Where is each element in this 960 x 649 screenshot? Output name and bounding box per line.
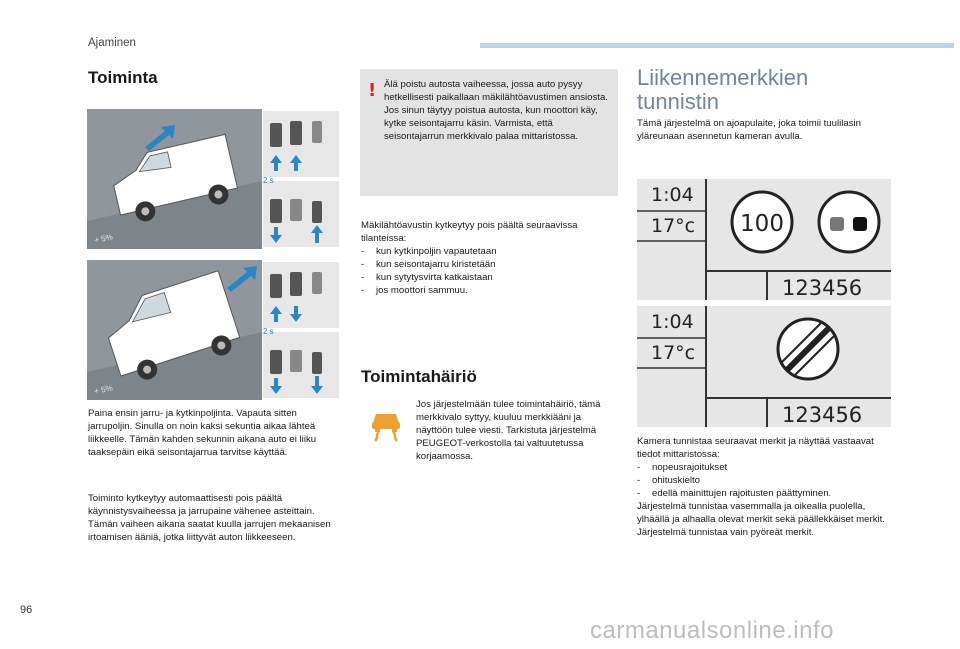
skid-warning-icon xyxy=(368,406,404,442)
deactivation-intro: Mäkilähtöavustin kytkeytyy pois päältä seuraavissa tilanteissa: xyxy=(361,220,578,244)
list-item: - ohituskielto xyxy=(637,474,887,487)
speed-limit-sign: 100 xyxy=(740,211,784,237)
sign-position-text: Järjestelmä tunnistaa vasemmalla ja oikealla puolella, ylhäällä ja alhaalla olevat merkit sekä päällekkäiset merkit. xyxy=(637,501,885,525)
section-title-toimintahairio: Toimintahäiriö xyxy=(361,367,477,386)
sign-recognition-intro: Tämä järjestelmä on ajoapulaite, joka toimii tuulilasin yläreunaan asennetun kameran avulla. xyxy=(637,118,861,142)
page-number: 96 xyxy=(20,604,33,616)
deactivation-list xyxy=(361,219,619,297)
section-title-toiminta: Toiminta xyxy=(88,68,158,87)
hill-start-illustration-2 xyxy=(87,260,340,400)
end-of-restrictions-icon xyxy=(778,319,838,379)
sign-recognition-body xyxy=(637,435,887,539)
van-uphill-illustration xyxy=(87,109,340,249)
odometer-readout: 123456 xyxy=(782,403,863,427)
instrument-display-speed xyxy=(637,179,891,300)
section-title-liikennemerkkien-tunnistin: Liikennemerkkien tunnistin xyxy=(637,65,809,114)
header-bar xyxy=(480,43,954,48)
clock-readout: 1:04 xyxy=(651,184,694,206)
round-signs-text: Järjestelmä tunnistaa vain pyöreät merkit. xyxy=(637,527,815,538)
hill-start-illustration-1 xyxy=(87,109,340,249)
warning-text: Älä poistu autosta vaiheessa, jossa auto pysyy hetkellisesti paikallaan mäkilähtöavustimen ansiosta. Jos sinun täytyy poistua autosta, kun moottori käy, kytke seisontajarru käsin. Varmista, että seisontajarrun merkkivalo palaa mittaristossa. xyxy=(384,79,608,142)
list-item: - kun kytkinpoljin vapautetaan xyxy=(361,245,619,258)
temperature-readout: 17°c xyxy=(651,342,696,364)
odometer-readout: 123456 xyxy=(782,276,863,300)
slope-label: + 5% xyxy=(93,383,114,396)
sign-types-intro: Kamera tunnistaa seuraavat merkit ja näyttää vastaavat tiedot mittaristossa: xyxy=(637,436,874,460)
list-item: - nopeusrajoitukset xyxy=(637,461,887,474)
list-item: - edellä mainittujen rajoitusten päättyminen. xyxy=(637,487,887,500)
hill-start-paragraph-2: Toiminto kytkeytyy automaattisesti pois päältä käynnistysvaiheessa ja jarrupaine vähenee asteittain. Tämän vaiheen aikana saatat kuulla jarrujen mekaanisen irtoamisen ääniä, jotka liittyvät auton liikkeeseen. xyxy=(88,493,331,543)
instrument-display-end-restrictions xyxy=(637,306,891,427)
van-uphill-illustration xyxy=(87,260,340,400)
section-label: Ajaminen xyxy=(88,37,136,49)
list-item: - kun sytytysvirta katkaistaan xyxy=(361,271,619,284)
list-item: - jos moottori sammuu. xyxy=(361,284,619,297)
warning-icon: ! xyxy=(368,80,377,101)
fault-text: Jos järjestelmään tulee toimintahäiriö, tämä merkkivalo syttyy, kuuluu merkkiääni ja näyttöön tulee viesti. Tarkistuta järjestelmä PEUGEOT-verkostolla tai valtuutetussa korjaamossa. xyxy=(416,399,601,462)
timer-label: 2 s xyxy=(263,327,274,336)
watermark: carmanualsonline.info xyxy=(590,617,834,644)
hill-start-paragraph-1: Paina ensin jarru- ja kytkinpoljinta. Vapauta sitten jarrupoljin. Sinulla on noin kaksi sekuntia aikaa lähteä liikkeelle. Tämän kahden sekunnin aikana auto ei liiku taaksepäin eikä seisontajarrua tarvitse käyttää. xyxy=(88,408,317,458)
clock-readout: 1:04 xyxy=(651,311,694,333)
temperature-readout: 17°c xyxy=(651,215,696,237)
slope-label: + 5% xyxy=(93,232,114,245)
timer-label: 2 s xyxy=(263,176,274,185)
no-overtaking-icon xyxy=(819,192,879,252)
list-item: - kun seisontajarru kiristetään xyxy=(361,258,619,271)
